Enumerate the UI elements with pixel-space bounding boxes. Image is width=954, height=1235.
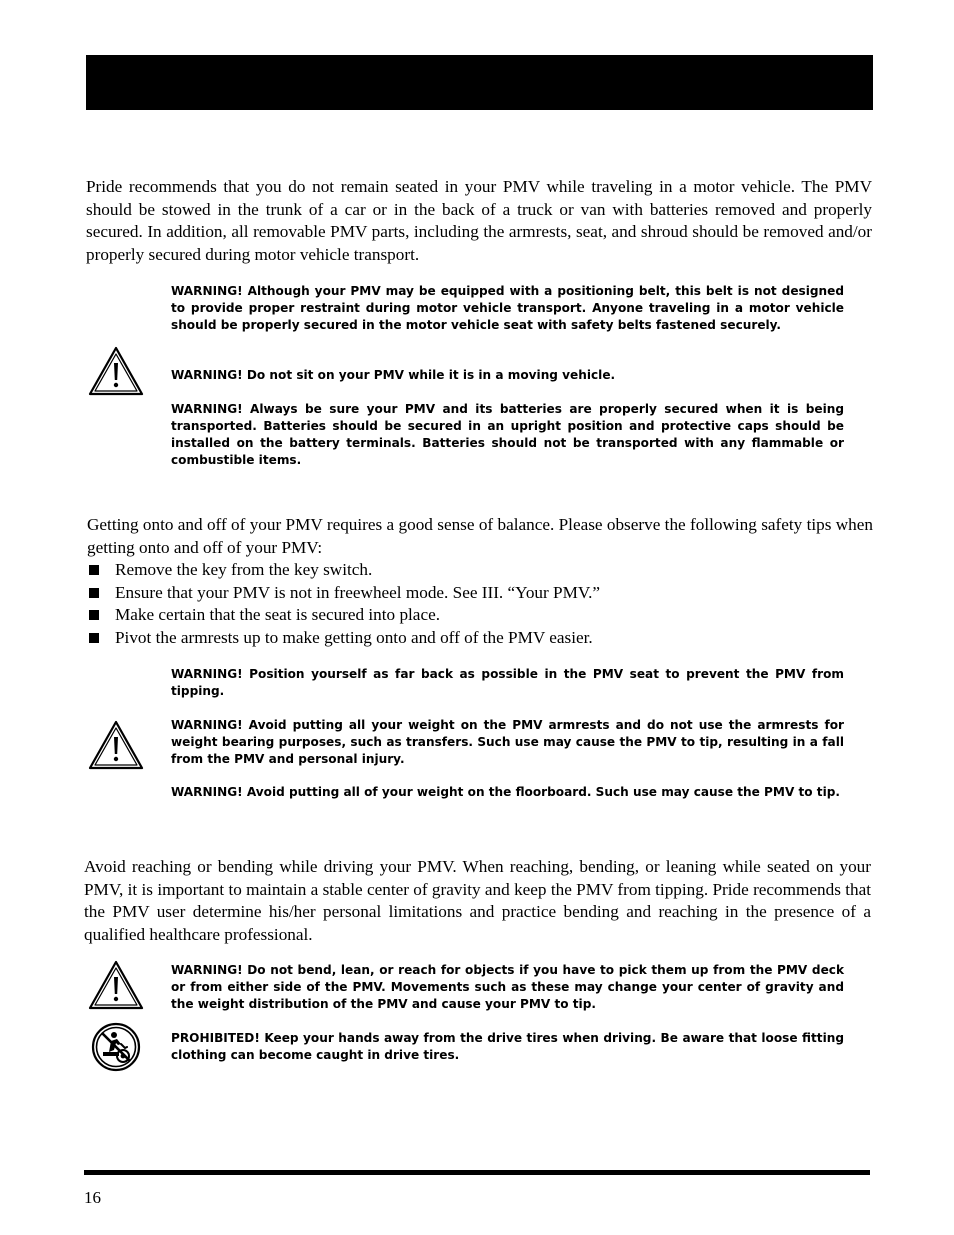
bullet-square-icon — [89, 588, 99, 598]
section-header-bar — [86, 55, 873, 110]
prohibited-hands-tires-icon — [91, 1022, 141, 1072]
warning-text: WARNING! Do not bend, lean, or reach for objects if you have to pick them up from the PMV deck or from either side of the PMV. Movements such as these may change your center of gravity and the weight distribution of the PMV and cause your PMV to tip. — [171, 963, 844, 1011]
bullet-square-icon — [89, 633, 99, 643]
list-item: Remove the key from the key switch. — [87, 559, 873, 582]
prohibited-text: PROHIBITED! Keep your hands away from the drive tires when driving. Be aware that loose fitting clothing can become caught in drive tires. — [171, 1031, 844, 1062]
list-item: Ensure that your PMV is not in freewheel mode. See III. “Your PMV.” — [87, 582, 873, 605]
bullet-square-icon — [89, 610, 99, 620]
list-item: Make certain that the seat is secured into place. — [87, 604, 873, 627]
warning-triangle-icon — [88, 346, 144, 396]
warning-text: WARNING! Do not sit on your PMV while it is in a moving vehicle. — [171, 368, 616, 382]
page-number: 16 — [84, 1188, 101, 1207]
paragraph-reaching: Avoid reaching or bending while driving your PMV. When reaching, bending, or leaning while seated on your PMV, it is important to maintain a stable center of gravity and keep the PMV from tipping. Pride recommends that the PMV user determine his/her personal limitations and practice bending and reaching in the presence of a qualified healthcare professional. — [84, 857, 871, 944]
safety-tips-list — [87, 559, 873, 649]
footer-rule — [84, 1170, 870, 1175]
warning-triangle-icon — [88, 720, 144, 770]
warning-text: WARNING! Position yourself as far back as possible in the PMV seat to prevent the PMV from tipping. — [171, 667, 844, 698]
list-item: Pivot the armrests up to make getting onto and off of the PMV easier. — [87, 627, 873, 650]
warning-text: WARNING! Always be sure your PMV and its batteries are properly secured when it is being transported. Batteries should be secured in an upright position and protective caps should be installed on the battery terminals. Batteries should not be transported with any flammable or combustible items. — [171, 402, 844, 467]
paragraph-getting-on-off: Getting onto and off of your PMV requires a good sense of balance. Please observe the following safety tips when getting onto and off of your PMV: — [87, 515, 873, 557]
warning-text: WARNING! Although your PMV may be equipped with a positioning belt, this belt is not designed to provide proper restraint during motor vehicle transport. Anyone traveling in a motor vehicle should be properly secured in the motor vehicle seat with safety belts fastened securely. — [171, 284, 844, 332]
warning-text: WARNING! Avoid putting all of your weight on the floorboard. Such use may cause the PMV to tip. — [171, 785, 840, 799]
bullet-square-icon — [89, 565, 99, 575]
paragraph-transport: Pride recommends that you do not remain seated in your PMV while traveling in a motor vehicle. The PMV should be stowed in the trunk of a car or in the back of a truck or van with batteries removed and properly secured. In addition, all removable PMV parts, including the armrests, seat, and shroud should be removed and/or properly secured during motor vehicle transport. — [86, 177, 872, 264]
warning-text: WARNING! Avoid putting all your weight on the PMV armrests and do not use the armrests for weight bearing purposes, such as transfers. Such use may cause the PMV to tip, resulting in a fall from the PMV and personal injury. — [171, 718, 844, 766]
warning-triangle-icon — [88, 960, 144, 1010]
